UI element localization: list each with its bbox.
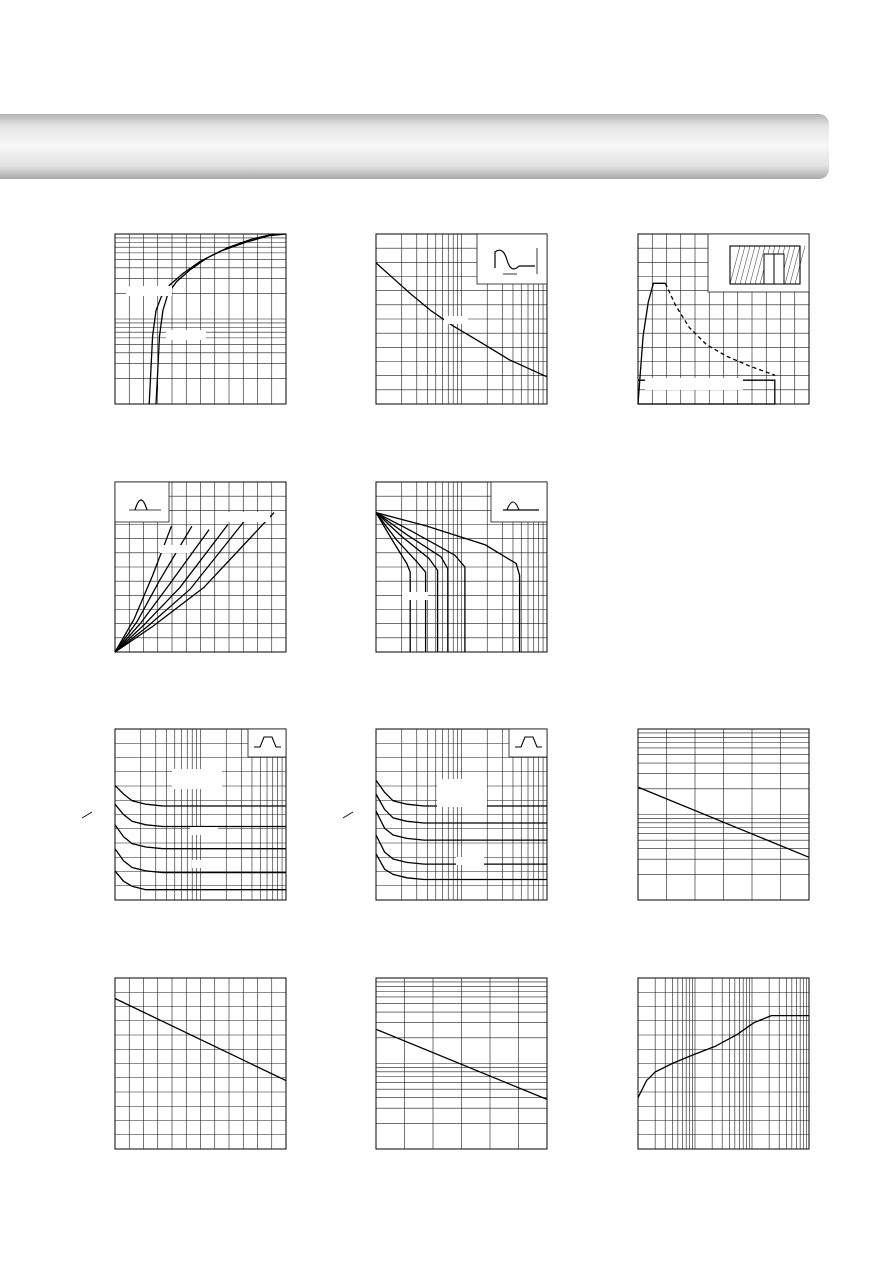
inset-frame (708, 234, 809, 292)
annotation-box (172, 769, 222, 789)
chart-c1 (115, 234, 286, 404)
inset-frame (115, 482, 169, 522)
inset-frame (509, 729, 547, 757)
chart-c5 (376, 482, 547, 652)
axis-marker (343, 812, 353, 818)
annotation-box (645, 378, 743, 390)
chart-c6 (115, 729, 286, 900)
annotation-box (190, 827, 218, 835)
annotation-box (444, 316, 468, 324)
chart-c8 (638, 729, 809, 900)
chart-c11 (638, 978, 809, 1149)
chart-c9 (115, 978, 286, 1149)
annotation-box (222, 512, 270, 522)
annotation-box (456, 857, 484, 865)
annotation-box (402, 592, 428, 600)
trapezoid-pulse-icon (509, 729, 547, 757)
pulse-step-icon (491, 482, 547, 522)
inset-frame (248, 729, 286, 757)
annotation-box (192, 860, 220, 868)
trapezoid-pulse-icon (248, 729, 286, 757)
chart-c7 (376, 729, 547, 900)
chart-c3 (638, 234, 809, 404)
half-sine-pulse-icon (115, 482, 169, 522)
inset-frame (477, 234, 547, 284)
gridlines (376, 978, 547, 1149)
gridlines (638, 729, 809, 900)
annotation-box (126, 286, 172, 296)
hatched-package-outline-icon (708, 234, 809, 292)
annotation-box (160, 545, 190, 553)
inset-frame (491, 482, 547, 522)
half-sine-waveform-icon (477, 234, 547, 284)
chart-c4 (115, 482, 286, 652)
gridlines (115, 234, 286, 404)
annotation-box (166, 330, 206, 340)
annotation-box (437, 779, 487, 807)
axis-marker (82, 812, 92, 818)
chart-c2 (376, 234, 547, 404)
chart-c10 (376, 978, 547, 1149)
